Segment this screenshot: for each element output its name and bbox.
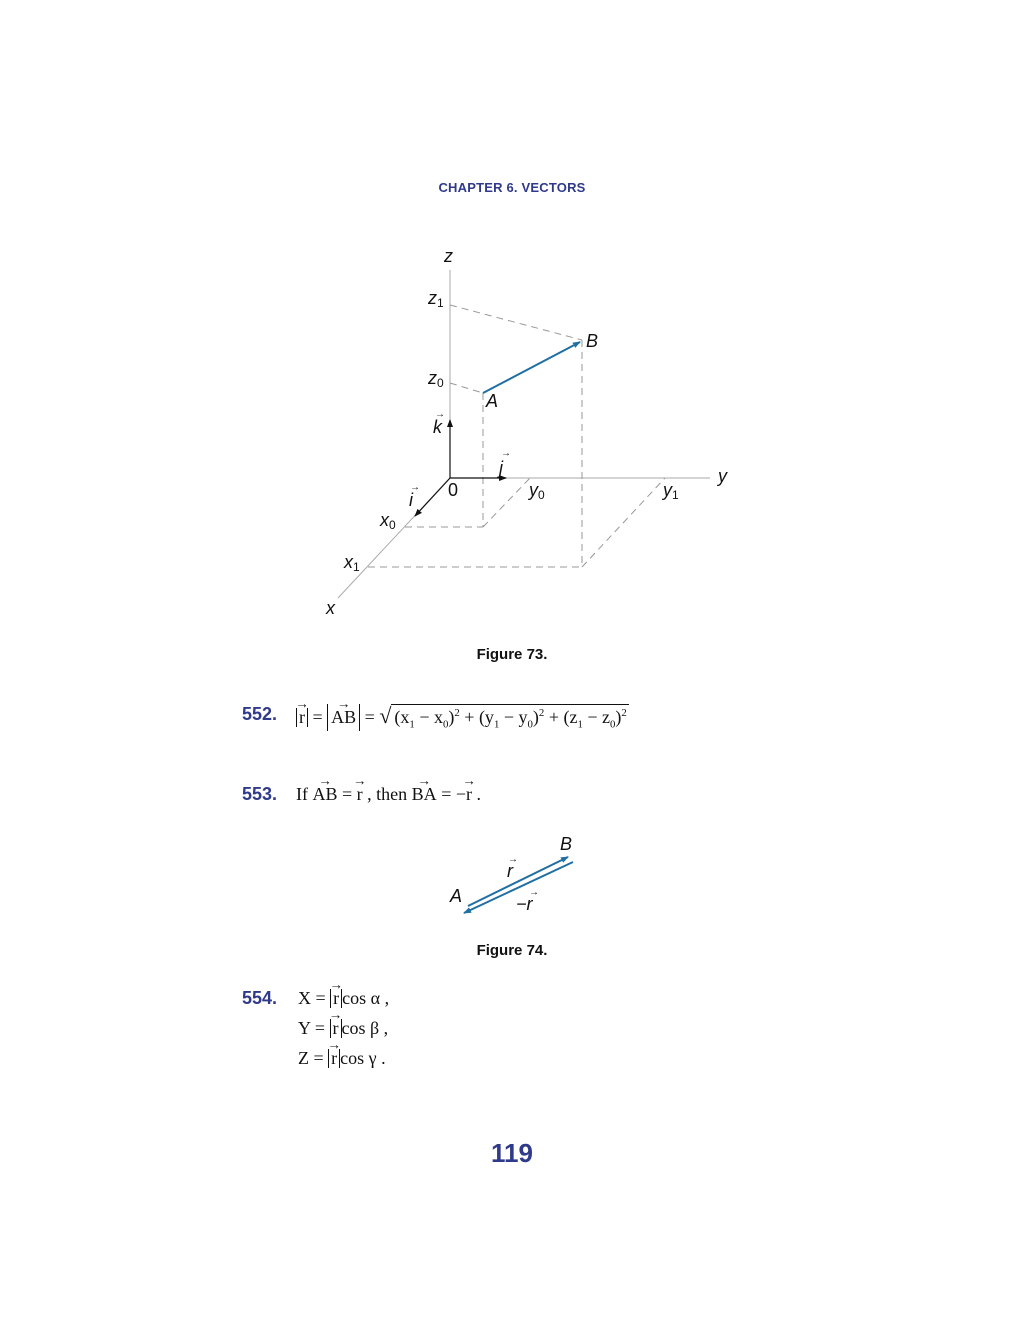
label-i: i	[409, 490, 413, 510]
label-z: z	[444, 246, 453, 266]
eq-553-formula: If → AB = → r , then → BA = −→ r .	[296, 784, 481, 805]
label-z0: z0	[428, 368, 444, 390]
label-k-arrow: →	[435, 409, 445, 420]
label-j-arrow: →	[501, 448, 511, 459]
label-minus-r-74-arrow: →	[529, 887, 539, 898]
label-x: x	[326, 598, 335, 618]
eq-554-line-3: Z = → r cos γ .	[298, 1048, 386, 1069]
vector-ab	[483, 342, 580, 393]
label-z1: z1	[428, 288, 444, 310]
eq-553-number: 553.	[242, 784, 278, 804]
eq-554-line-2: Y = → r cos β ,	[298, 1018, 388, 1039]
figure-74-caption: Figure 74.	[476, 942, 548, 959]
label-j: j	[499, 458, 503, 478]
label-r-74-arrow: →	[508, 854, 518, 865]
label-i-arrow: →	[410, 482, 420, 493]
figure-73-caption: Figure 73.	[476, 646, 548, 663]
label-b-74: B	[560, 834, 573, 854]
i-unit-vector	[415, 478, 450, 516]
figure-74-diagram	[0, 820, 1024, 930]
label-k: k	[433, 417, 442, 437]
label-y1: y1	[663, 480, 679, 502]
label-a-74: A	[450, 886, 463, 906]
eq-554-line-1: X = → r cos α ,	[298, 988, 389, 1009]
projection-lines	[368, 305, 665, 567]
eq-552-formula: → r = → AB = √ $(x_1 - x_0)^2 + (y_1 - y_0)^2 + (z_1 - z_0)^2$	[296, 703, 629, 731]
label-y0: y0	[529, 480, 545, 502]
label-b: B	[586, 331, 599, 351]
label-origin: 0	[448, 480, 459, 500]
label-a: A	[486, 391, 499, 411]
figure-73-diagram	[0, 0, 1024, 640]
label-y: y	[718, 466, 727, 486]
chapter-header: CHAPTER 6. VECTORS	[438, 180, 586, 195]
page-number: 119	[491, 1138, 533, 1168]
eq-552-number: 552.	[242, 704, 278, 724]
label-minus-r-74: −r	[516, 894, 533, 914]
label-x0: x0	[380, 510, 396, 532]
label-x1: x1	[344, 552, 360, 574]
eq-554-number: 554.	[242, 988, 278, 1008]
label-r-74: r	[507, 861, 513, 881]
